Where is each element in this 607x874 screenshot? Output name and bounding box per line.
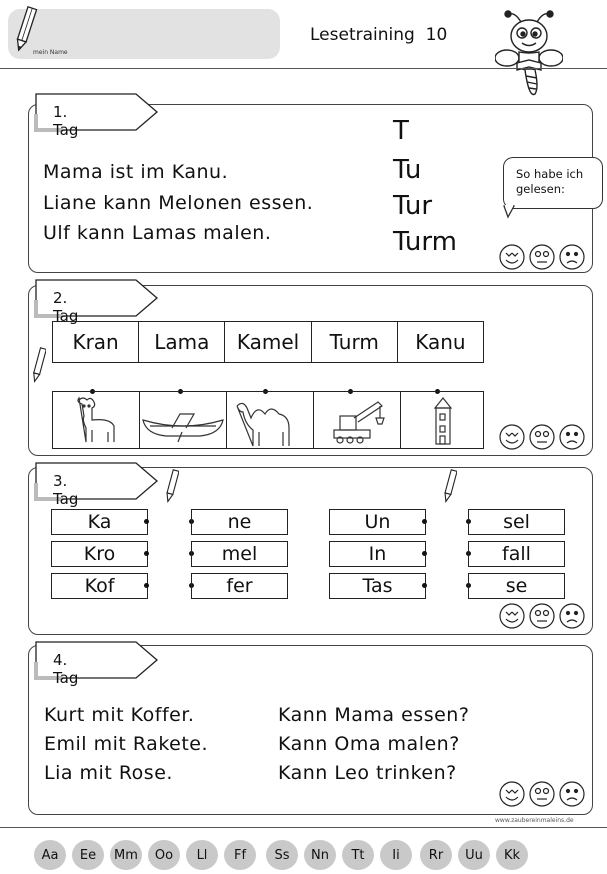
kamel-icon [227, 392, 313, 448]
connect-dot[interactable] [422, 519, 427, 524]
pencil-icon [32, 346, 46, 384]
neutral-face-icon [530, 604, 554, 628]
lama-picture [53, 392, 140, 448]
syllable-end-box: se [468, 573, 565, 599]
turm-picture [401, 392, 487, 448]
letter-circle: Uu [458, 840, 490, 870]
stair-word-3: Tur [393, 191, 433, 221]
page-title: Lesetraining 10 [310, 25, 448, 45]
letter-circle: Nn [304, 840, 336, 870]
picture-row [52, 391, 484, 449]
stair-word-4: Turm [393, 227, 457, 257]
letter-circle: Ll [186, 840, 218, 870]
letter-circle: Ff [224, 840, 256, 870]
day4-right-line-3: Kann Leo trinken? [278, 762, 457, 784]
connect-dot[interactable] [422, 551, 427, 556]
day4-left-line-3: Lia mit Rose. [44, 762, 173, 784]
letter-circle: Tt [342, 840, 374, 870]
turm-icon [401, 392, 487, 448]
word-cell: Kanu [415, 330, 466, 354]
pencil-icon [165, 468, 179, 504]
letter-circle: Kk [496, 840, 528, 870]
connect-dot[interactable] [144, 583, 149, 588]
syllable-start-box: Kro [51, 541, 148, 567]
name-label: mein Name [33, 49, 68, 56]
syllable-start-box: In [329, 541, 426, 567]
day1-line-3: Ulf kann Lamas malen. [43, 222, 272, 244]
sad-face-icon [560, 425, 584, 449]
rating-faces-day3[interactable] [498, 602, 590, 632]
stair-word-2: Tu [393, 155, 422, 185]
footer-url: www.zaubereinmaleins.de [495, 817, 574, 824]
stair-word-1: T [393, 116, 409, 146]
connect-dot[interactable] [144, 519, 149, 524]
kran-icon [314, 392, 400, 448]
syllable-end-box: mel [191, 541, 288, 567]
happy-face-icon [500, 425, 524, 449]
kanu-icon [140, 392, 226, 448]
rating-faces-day4[interactable] [498, 780, 590, 810]
word-cell: Kamel [225, 322, 311, 362]
word-cell: Turm [312, 322, 398, 362]
bee-mascot-icon [495, 8, 563, 100]
letter-circle: Mm [110, 840, 142, 870]
kamel-picture [227, 392, 314, 448]
rating-faces-day1[interactable] [498, 243, 590, 273]
sad-face-icon [560, 245, 584, 269]
letter-circle: Aa [34, 840, 66, 870]
day4-right-line-2: Kann Oma malen? [278, 733, 460, 755]
bubble-tail [500, 205, 522, 219]
happy-face-icon [500, 245, 524, 269]
kanu-picture [140, 392, 227, 448]
syllable-start-box: Tas [329, 573, 426, 599]
letter-circle: Ii [380, 840, 412, 870]
word-table [52, 321, 484, 363]
connect-dot[interactable] [144, 551, 149, 556]
syllable-start-box: Un [329, 509, 426, 535]
letter-circle: Ss [266, 840, 298, 870]
happy-face-icon [500, 782, 524, 806]
day4-left-line-2: Emil mit Rakete. [44, 733, 209, 755]
neutral-face-icon [530, 425, 554, 449]
neutral-face-icon [530, 245, 554, 269]
syllable-end-box: sel [468, 509, 565, 535]
syllable-start-box: Kof [51, 573, 148, 599]
sad-face-icon [560, 604, 584, 628]
footer-divider [0, 827, 607, 828]
sad-face-icon [560, 782, 584, 806]
pencil-icon [12, 4, 38, 54]
happy-face-icon [500, 604, 524, 628]
day1-line-1: Mama ist im Kanu. [43, 161, 229, 183]
speech-bubble: So habe ich gelesen: [503, 157, 603, 209]
lama-icon [53, 392, 139, 448]
letter-circle: Oo [148, 840, 180, 870]
day4-left-line-1: Kurt mit Koffer. [44, 704, 195, 726]
kran-picture [314, 392, 401, 448]
day1-line-2: Liane kann Melonen essen. [43, 192, 314, 214]
letter-circle: Rr [420, 840, 452, 870]
syllable-end-box: ne [191, 509, 288, 535]
day4-right-line-1: Kann Mama essen? [278, 704, 470, 726]
letter-circle: Ee [72, 840, 104, 870]
rating-faces-day2[interactable] [498, 423, 590, 453]
header-divider [0, 68, 607, 69]
neutral-face-icon [530, 782, 554, 806]
word-cell: Kran [53, 322, 139, 362]
pencil-icon [443, 468, 457, 504]
sheet-number: 10 [425, 25, 448, 45]
word-cell: Lama [139, 322, 225, 362]
syllable-start-box: Ka [51, 509, 148, 535]
syllable-end-box: fer [191, 573, 288, 599]
connect-dot[interactable] [422, 583, 427, 588]
syllable-end-box: fall [468, 541, 565, 567]
